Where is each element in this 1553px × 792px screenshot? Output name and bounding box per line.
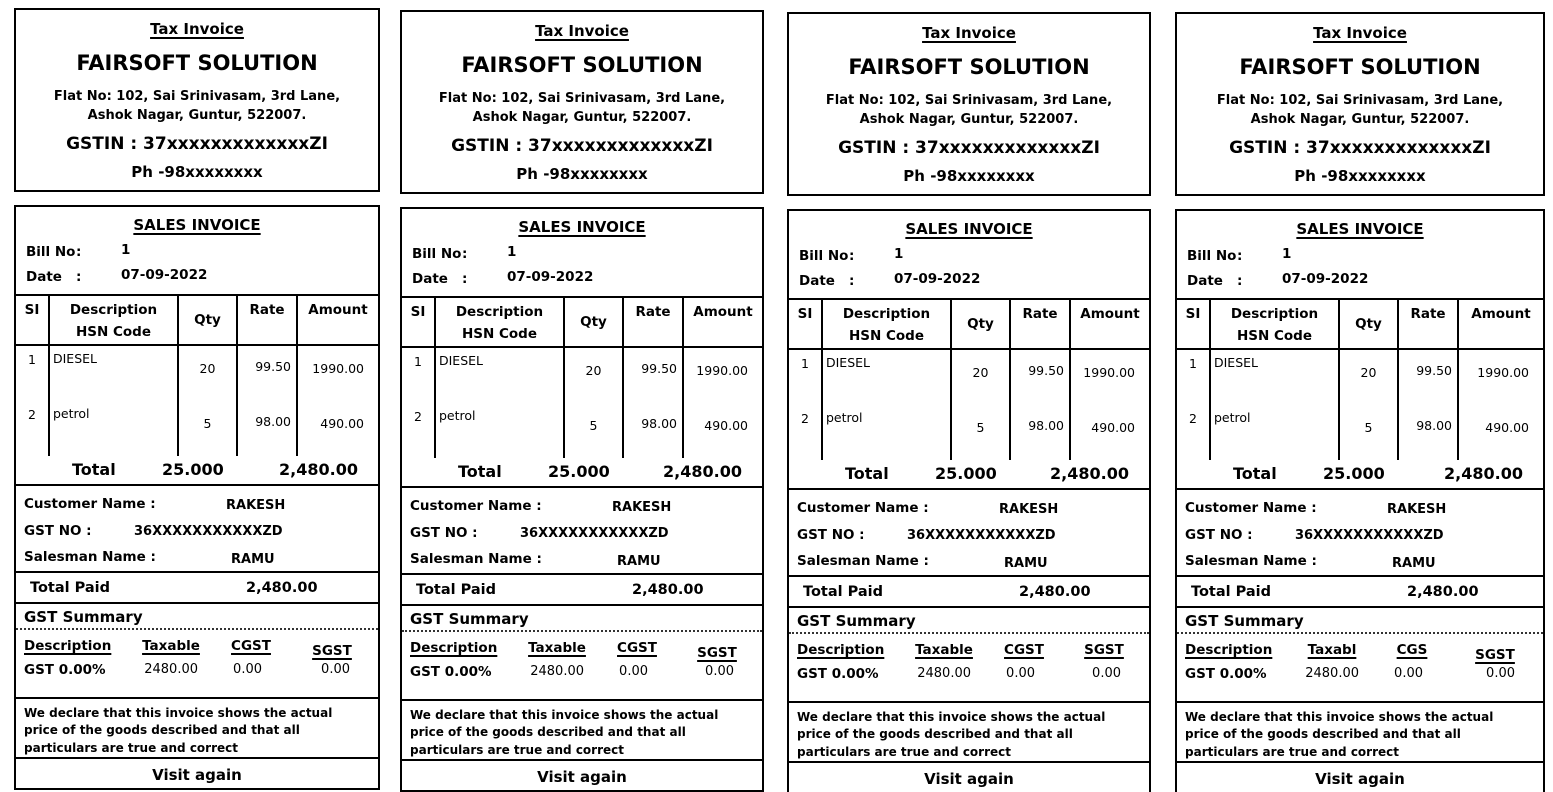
total-label: Total	[1233, 464, 1277, 483]
col-header-rate: Rate	[1399, 300, 1459, 348]
total-paid-row	[16, 571, 378, 602]
gst-row-taxable: 2480.00	[1305, 666, 1359, 681]
salesman-label: Salesman Name :	[24, 549, 156, 565]
item-si: 1	[16, 346, 50, 401]
salesman-value: RAMU	[231, 552, 275, 567]
date-value: 07-09-2022	[894, 271, 981, 287]
invoice-header-box	[14, 8, 380, 192]
gst-summary-title: GST Summary	[789, 608, 1149, 634]
gst-summary-row	[789, 666, 1149, 682]
customer-name-value: RAKESH	[226, 498, 286, 513]
gstin-line: GSTIN : 37xxxxxxxxxxxxxZI	[451, 136, 713, 156]
invoice-body-box	[14, 205, 380, 790]
item-qty: 20	[565, 348, 624, 403]
phone-line: Ph -98xxxxxxxx	[131, 163, 263, 181]
gst-summary-header	[402, 640, 762, 661]
bill-no-label: Bill No	[412, 246, 462, 262]
col-header-amount: Amount	[693, 304, 753, 320]
col-header-description	[436, 298, 565, 346]
gst-col-taxable: Taxable	[915, 642, 973, 658]
total-amount: 2,480.00	[1444, 464, 1523, 483]
tax-invoice-title: Tax Invoice	[150, 20, 244, 38]
declaration-line: We declare that this invoice shows the actual	[1185, 710, 1494, 724]
col-header-description	[1211, 300, 1340, 348]
gst-row-taxable: 2480.00	[144, 662, 198, 677]
items-table	[1177, 298, 1543, 460]
item-si: 1	[402, 348, 436, 403]
gst-col-cgst: CGST	[1004, 642, 1044, 658]
col-header-amount: Amount	[1471, 306, 1531, 322]
company-name: FAIRSOFT SOLUTION	[1239, 55, 1481, 79]
address-line-1: Flat No: 102, Sai Srinivasam, 3rd Lane,	[1216, 93, 1504, 108]
hsn-code-label: HSN Code	[848, 328, 925, 344]
description-label: Description	[842, 306, 931, 322]
company-name: FAIRSOFT SOLUTION	[848, 55, 1090, 79]
customer-gst-label: GST NO :	[797, 527, 865, 543]
total-qty: 25.000	[1323, 464, 1385, 483]
hsn-code-label: HSN Code	[75, 324, 152, 340]
gst-summary-header	[789, 642, 1149, 658]
total-row	[16, 456, 378, 486]
items-table	[402, 296, 762, 458]
item-amount: 490.00	[1485, 420, 1529, 435]
total-amount: 2,480.00	[1050, 464, 1129, 483]
date-colon: :	[76, 269, 82, 285]
item-qty: 5	[952, 405, 1011, 460]
col-header-amount: Amount	[1080, 306, 1140, 322]
col-header-qty: Qty	[952, 300, 1011, 348]
declaration-line: We declare that this invoice shows the actual	[24, 706, 333, 720]
salesman-value: RAMU	[1004, 556, 1048, 571]
total-qty: 25.000	[935, 464, 997, 483]
invoice-header-box	[787, 12, 1151, 196]
date-row	[16, 266, 378, 294]
salesman-value: RAMU	[1392, 556, 1436, 571]
col-header-qty: Qty	[1340, 300, 1399, 348]
item-description: petrol	[1211, 405, 1340, 460]
item-si: 2	[1177, 405, 1211, 460]
gst-row-cgst: 0.00	[619, 664, 648, 679]
total-row	[402, 458, 762, 488]
item-amount: 1990.00	[1083, 365, 1135, 380]
gst-summary-title: GST Summary	[16, 604, 378, 630]
item-si: 1	[789, 350, 823, 405]
customer-name-label: Customer Name :	[410, 498, 542, 514]
gst-col-cgst: CGS	[1396, 642, 1428, 658]
total-paid-label: Total Paid	[416, 582, 497, 598]
customer-name-label: Customer Name :	[24, 496, 156, 512]
total-paid-label: Total Paid	[803, 584, 884, 600]
gst-summary	[402, 604, 762, 699]
item-si: 2	[402, 403, 436, 458]
footer-message: Visit again	[1177, 761, 1543, 792]
bill-no-label: Bill No	[26, 244, 76, 260]
gst-row-cgst: 0.00	[233, 662, 262, 677]
address-line-1: Flat No: 102, Sai Srinivasam, 3rd Lane,	[825, 93, 1113, 108]
item-description: petrol	[50, 401, 179, 456]
gst-col-taxable: Taxabl	[1307, 642, 1357, 658]
date-row	[402, 268, 762, 296]
item-description: DIESEL	[50, 346, 179, 401]
item-rate: 98.00	[1011, 405, 1071, 460]
gst-row-cgst: 0.00	[1394, 666, 1423, 681]
date-label: Date	[26, 269, 62, 285]
phone-line: Ph -98xxxxxxxx	[903, 167, 1035, 185]
date-row	[1177, 270, 1543, 298]
col-header-si: SI	[16, 296, 50, 344]
date-label: Date	[1187, 273, 1223, 289]
gst-summary	[16, 602, 378, 697]
address-line-2: Ashok Nagar, Guntur, 522007.	[1250, 112, 1470, 127]
col-header-rate: Rate	[1011, 300, 1071, 348]
address-line-1: Flat No: 102, Sai Srinivasam, 3rd Lane,	[53, 89, 341, 104]
gst-col-cgst: CGST	[231, 638, 271, 654]
bill-no-colon: :	[76, 244, 82, 260]
declaration-line: particulars are true and correct	[410, 742, 624, 757]
customer-block	[789, 490, 1149, 575]
total-qty: 25.000	[548, 462, 610, 481]
sales-invoice-title: SALES INVOICE	[905, 220, 1033, 238]
description-label: Description	[69, 302, 158, 318]
gst-summary-row	[402, 664, 762, 680]
declaration	[1177, 701, 1543, 761]
total-label: Total	[72, 460, 116, 479]
item-description: DIESEL	[1211, 350, 1340, 405]
bill-no-colon: :	[462, 246, 468, 262]
footer-message: Visit again	[402, 759, 762, 790]
total-paid-value: 2,480.00	[632, 582, 704, 598]
gst-col-description: Description	[1185, 642, 1273, 658]
invoice-body-box	[787, 209, 1151, 792]
item-description: DIESEL	[823, 350, 952, 405]
invoice-header-box	[1175, 12, 1545, 196]
invoice-body-box	[400, 207, 764, 792]
gst-col-taxable: Taxable	[142, 638, 200, 654]
date-label: Date	[412, 271, 448, 287]
address-line-2: Ashok Nagar, Guntur, 522007.	[87, 108, 307, 123]
gst-row-description: GST 0.00%	[410, 664, 492, 680]
address-line-1: Flat No: 102, Sai Srinivasam, 3rd Lane,	[438, 91, 726, 106]
total-qty: 25.000	[162, 460, 224, 479]
item-rate: 98.00	[238, 401, 298, 456]
total-amount: 2,480.00	[279, 460, 358, 479]
gst-col-sgst: SGST	[697, 645, 737, 661]
gst-row-taxable: 2480.00	[530, 664, 584, 679]
gst-col-description: Description	[797, 642, 885, 658]
invoice-copy-1	[14, 8, 380, 790]
col-header-qty: Qty	[179, 296, 238, 344]
total-amount: 2,480.00	[663, 462, 742, 481]
company-name: FAIRSOFT SOLUTION	[461, 53, 703, 77]
total-paid-label: Total Paid	[1191, 584, 1272, 600]
gst-row-description: GST 0.00%	[797, 666, 879, 682]
tax-invoice-title: Tax Invoice	[535, 22, 629, 40]
items-table	[789, 298, 1149, 460]
invoice-copy-3	[787, 12, 1151, 792]
salesman-value: RAMU	[617, 554, 661, 569]
gst-col-description: Description	[24, 638, 112, 654]
gst-summary-title: GST Summary	[1177, 608, 1543, 634]
items-table	[16, 294, 378, 456]
item-si: 2	[789, 405, 823, 460]
gst-summary-title: GST Summary	[402, 606, 762, 632]
item-rate: 98.00	[624, 403, 684, 458]
col-header-rate: Rate	[624, 298, 684, 346]
gstin-line: GSTIN : 37xxxxxxxxxxxxxZI	[1229, 138, 1491, 158]
date-value: 07-09-2022	[1282, 271, 1369, 287]
salesman-label: Salesman Name :	[797, 553, 929, 569]
gst-col-cgst: CGST	[617, 640, 657, 656]
salesman-label: Salesman Name :	[1185, 553, 1317, 569]
customer-name-value: RAKESH	[612, 500, 672, 515]
gst-summary-header	[1177, 642, 1543, 663]
item-amount: 490.00	[320, 416, 364, 431]
item-rate: 98.00	[1399, 405, 1459, 460]
bill-no-value: 1	[1282, 246, 1292, 262]
gst-summary-row	[16, 662, 378, 678]
gst-row-sgst: 0.00	[705, 664, 734, 679]
gst-summary	[789, 606, 1149, 701]
customer-name-value: RAKESH	[1387, 502, 1447, 517]
bill-no-label: Bill No	[799, 248, 849, 264]
declaration	[402, 699, 762, 759]
address-line-2: Ashok Nagar, Guntur, 522007.	[472, 110, 692, 125]
company-name: FAIRSOFT SOLUTION	[76, 51, 318, 75]
item-qty: 5	[1340, 405, 1399, 460]
declaration	[16, 697, 378, 757]
item-description: petrol	[823, 405, 952, 460]
gstin-line: GSTIN : 37xxxxxxxxxxxxxZI	[66, 134, 328, 154]
phone-line: Ph -98xxxxxxxx	[1294, 167, 1426, 185]
items-table-body	[789, 350, 1149, 460]
col-header-rate: Rate	[238, 296, 298, 344]
item-si: 1	[1177, 350, 1211, 405]
total-label: Total	[458, 462, 502, 481]
date-colon: :	[1237, 273, 1243, 289]
declaration-line: We declare that this invoice shows the actual	[410, 708, 719, 722]
total-paid-value: 2,480.00	[1407, 584, 1479, 600]
tax-invoice-title: Tax Invoice	[1313, 24, 1407, 42]
date-label: Date	[799, 273, 835, 289]
bill-no-colon: :	[849, 248, 855, 264]
gst-row-sgst: 0.00	[1486, 666, 1515, 681]
bill-no-value: 1	[894, 246, 904, 262]
hsn-code-label: HSN Code	[461, 326, 538, 342]
gst-row-sgst: 0.00	[321, 662, 350, 677]
declaration-line: particulars are true and correct	[797, 744, 1011, 759]
bill-no-colon: :	[1237, 248, 1243, 264]
gst-summary-row	[1177, 666, 1543, 682]
declaration-line: price of the goods described and that all	[24, 723, 300, 738]
sales-invoice-title: SALES INVOICE	[133, 216, 261, 234]
description-label: Description	[1230, 306, 1319, 322]
col-header-amount: Amount	[308, 302, 368, 318]
total-paid-value: 2,480.00	[246, 580, 318, 596]
gst-summary-header	[16, 638, 378, 659]
footer-message: Visit again	[789, 761, 1149, 792]
declaration-line: particulars are true and correct	[24, 740, 238, 755]
declaration-line: price of the goods described and that all	[797, 727, 1073, 742]
date-row	[789, 270, 1149, 298]
bill-no-value: 1	[121, 242, 131, 258]
phone-line: Ph -98xxxxxxxx	[516, 165, 648, 183]
items-table-body	[1177, 350, 1543, 460]
sales-invoice-title: SALES INVOICE	[518, 218, 646, 236]
footer-message: Visit again	[16, 757, 378, 788]
customer-gst-label: GST NO :	[1185, 527, 1253, 543]
item-amount: 1990.00	[696, 363, 748, 378]
date-value: 07-09-2022	[121, 267, 208, 283]
total-row	[789, 460, 1149, 490]
item-qty: 5	[179, 401, 238, 456]
customer-gst-value: 36XXXXXXXXXXXZD	[907, 528, 1056, 543]
item-amount: 490.00	[704, 418, 748, 433]
invoice-header-box	[400, 10, 764, 194]
customer-gst-label: GST NO :	[24, 523, 92, 539]
declaration-line: price of the goods described and that all	[410, 725, 686, 740]
items-table-body	[402, 348, 762, 458]
col-header-si: SI	[789, 300, 823, 348]
customer-name-label: Customer Name :	[797, 500, 929, 516]
col-header-qty: Qty	[565, 298, 624, 346]
items-table-body	[16, 346, 378, 456]
gst-row-sgst: 0.00	[1092, 666, 1121, 681]
total-label: Total	[845, 464, 889, 483]
item-rate: 99.50	[1399, 350, 1459, 405]
total-paid-row	[402, 573, 762, 604]
item-amount: 1990.00	[312, 361, 364, 376]
item-rate: 99.50	[1011, 350, 1071, 405]
address-line-2: Ashok Nagar, Guntur, 522007.	[859, 112, 1079, 127]
description-label: Description	[455, 304, 544, 320]
declaration	[789, 701, 1149, 761]
col-header-description	[50, 296, 179, 344]
bill-no-label: Bill No	[1187, 248, 1237, 264]
gst-row-description: GST 0.00%	[24, 662, 106, 678]
date-colon: :	[849, 273, 855, 289]
item-rate: 99.50	[238, 346, 298, 401]
item-amount: 490.00	[1091, 420, 1135, 435]
col-header-si: SI	[1177, 300, 1211, 348]
declaration-line: We declare that this invoice shows the actual	[797, 710, 1106, 724]
bill-no-row	[402, 243, 762, 268]
customer-gst-value: 36XXXXXXXXXXXZD	[134, 524, 283, 539]
col-header-si: SI	[402, 298, 436, 346]
bill-no-row	[16, 241, 378, 266]
gst-summary	[1177, 606, 1543, 701]
gst-col-sgst: SGST	[312, 643, 352, 659]
items-table-header	[16, 296, 378, 346]
gst-col-taxable: Taxable	[528, 640, 586, 656]
item-description: DIESEL	[436, 348, 565, 403]
bill-no-value: 1	[507, 244, 517, 260]
invoice-body-box	[1175, 209, 1545, 792]
item-description: petrol	[436, 403, 565, 458]
gst-row-taxable: 2480.00	[917, 666, 971, 681]
customer-block	[1177, 490, 1543, 575]
date-value: 07-09-2022	[507, 269, 594, 285]
customer-gst-value: 36XXXXXXXXXXXZD	[1295, 528, 1444, 543]
bill-no-row	[789, 245, 1149, 270]
item-si: 2	[16, 401, 50, 456]
total-row	[1177, 460, 1543, 490]
gstin-line: GSTIN : 37xxxxxxxxxxxxxZI	[838, 138, 1100, 158]
item-qty: 20	[1340, 350, 1399, 405]
invoice-copy-2	[400, 10, 764, 792]
col-header-description	[823, 300, 952, 348]
items-table-header	[402, 298, 762, 348]
gst-col-sgst: SGST	[1475, 647, 1515, 663]
customer-block	[402, 488, 762, 573]
customer-name-label: Customer Name :	[1185, 500, 1317, 516]
bill-no-row	[1177, 245, 1543, 270]
total-paid-row	[789, 575, 1149, 606]
hsn-code-label: HSN Code	[1236, 328, 1313, 344]
gst-row-cgst: 0.00	[1006, 666, 1035, 681]
customer-gst-label: GST NO :	[410, 525, 478, 541]
sales-invoice-title: SALES INVOICE	[1296, 220, 1424, 238]
customer-block	[16, 486, 378, 571]
declaration-line: particulars are true and correct	[1185, 744, 1399, 759]
declaration-line: price of the goods described and that all	[1185, 727, 1461, 742]
item-amount: 1990.00	[1477, 365, 1529, 380]
salesman-label: Salesman Name :	[410, 551, 542, 567]
tax-invoice-title: Tax Invoice	[922, 24, 1016, 42]
gst-col-description: Description	[410, 640, 498, 656]
invoice-copy-4	[1175, 12, 1545, 792]
item-qty: 5	[565, 403, 624, 458]
items-table-header	[789, 300, 1149, 350]
total-paid-value: 2,480.00	[1019, 584, 1091, 600]
total-paid-label: Total Paid	[30, 580, 111, 596]
item-qty: 20	[952, 350, 1011, 405]
customer-gst-value: 36XXXXXXXXXXXZD	[520, 526, 669, 541]
date-colon: :	[462, 271, 468, 287]
item-rate: 99.50	[624, 348, 684, 403]
customer-name-value: RAKESH	[999, 502, 1059, 517]
items-table-header	[1177, 300, 1543, 350]
item-qty: 20	[179, 346, 238, 401]
gst-row-description: GST 0.00%	[1185, 666, 1267, 682]
gst-col-sgst: SGST	[1084, 642, 1124, 658]
total-paid-row	[1177, 575, 1543, 606]
